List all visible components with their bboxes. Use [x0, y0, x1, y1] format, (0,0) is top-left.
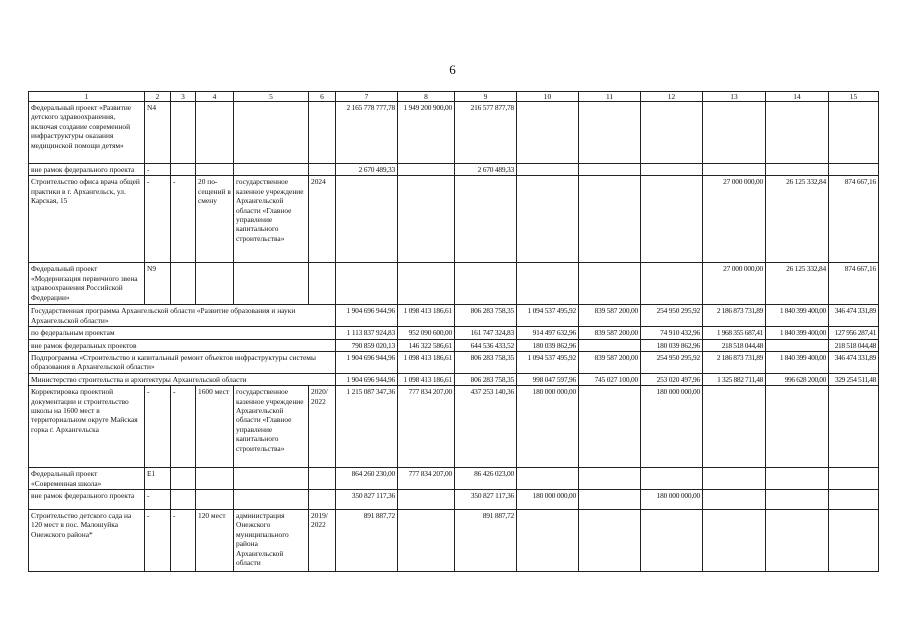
table-cell: -: [145, 490, 171, 510]
table-cell: [766, 510, 829, 572]
table-cell: 2 186 873 731,89: [703, 305, 766, 327]
table-cell: [309, 490, 336, 510]
table-cell: 2024: [309, 176, 336, 263]
table-cell: 127 956 287,41: [829, 327, 879, 339]
table-cell: 790 859 020,13: [336, 339, 398, 351]
table-cell: [579, 490, 641, 510]
table-cell: 26 125 332,84: [766, 263, 829, 305]
table-cell: 806 283 758,35: [455, 305, 517, 327]
table-cell: 86 426 023,00: [455, 468, 517, 490]
table-cell: 996 628 200,00: [766, 373, 829, 385]
table-cell: 952 090 600,00: [398, 327, 455, 339]
table-cell: вне рамок федерального проекта: [29, 490, 145, 510]
table-cell: 2 186 873 731,89: [703, 352, 766, 374]
table-cell: [336, 176, 398, 263]
table-cell: 329 254 511,48: [829, 373, 879, 385]
column-header: 13: [703, 92, 766, 102]
table-cell: 745 027 100,00: [579, 373, 641, 385]
table-cell: 180 000 000,00: [517, 490, 579, 510]
table-cell: [196, 263, 234, 305]
table-row: [29, 386, 879, 468]
table-cell: 218 518 044,48: [829, 339, 879, 351]
table-cell: 346 474 331,89: [829, 352, 879, 374]
table-cell: 437 253 140,36: [455, 386, 517, 468]
table-row: [29, 164, 879, 176]
table-cell: 346 474 331,89: [829, 305, 879, 327]
table-cell: Федеральный проект «Модернизация первичного звена здравоохранения Российской Федерации»: [29, 263, 145, 305]
table-cell: Подпрограмма «Строительство и капитальный ремонт объектов инфраструктуры системы образования в Архангельской области»: [29, 352, 336, 374]
table-cell: государственное казенное учреждение Архангельской области «Главное управление капитального строительства»: [234, 176, 309, 263]
table-row: [29, 102, 879, 164]
column-header: 9: [455, 92, 517, 102]
table-cell: -: [145, 164, 171, 176]
table-cell: Строительство детского сада на 120 мест в пос. Малошуйка Онежского района*: [29, 510, 145, 572]
table-cell: [517, 176, 579, 263]
table-cell: 1 113 837 924,83: [336, 327, 398, 339]
table-cell: 26 125 332,84: [766, 176, 829, 263]
table-cell: [829, 386, 879, 468]
header-row: [29, 92, 879, 102]
table-row: [29, 352, 879, 374]
table-cell: 914 497 632,96: [517, 327, 579, 339]
table-cell: [766, 102, 829, 164]
table-cell: N4: [145, 102, 171, 164]
table-cell: 2 670 489,33: [336, 164, 398, 176]
table-cell: [641, 164, 703, 176]
column-header: 3: [171, 92, 196, 102]
table-cell: [171, 263, 196, 305]
table-cell: [641, 510, 703, 572]
column-header: 5: [234, 92, 309, 102]
table-cell: [641, 263, 703, 305]
column-header: 1: [29, 92, 145, 102]
table-cell: -: [171, 386, 196, 468]
table-cell: по федеральным проектам: [29, 327, 336, 339]
table-cell: 1 094 537 495,92: [517, 305, 579, 327]
table-cell: 644 536 433,52: [455, 339, 517, 351]
table-cell: 2019/ 2022: [309, 510, 336, 572]
column-header: 12: [641, 92, 703, 102]
table-cell: 180 000 000,00: [641, 386, 703, 468]
table-cell: [234, 468, 309, 490]
table-cell: Федеральный проект «Развитие детского здравоохранения, включая создание современной инфраструктуры оказания медицинской помощи детям»: [29, 102, 145, 164]
table-cell: [641, 102, 703, 164]
table-cell: 161 747 324,83: [455, 327, 517, 339]
column-header: 10: [517, 92, 579, 102]
table-cell: [517, 164, 579, 176]
table-cell: [766, 339, 829, 351]
table-cell: [579, 263, 641, 305]
table-cell: [336, 263, 398, 305]
table-cell: 777 834 207,00: [398, 386, 455, 468]
table-cell: [641, 468, 703, 490]
table-cell: [579, 176, 641, 263]
table-cell: [766, 468, 829, 490]
table-cell: 1 840 399 400,00: [766, 305, 829, 327]
table-cell: [196, 164, 234, 176]
table-row: [29, 305, 879, 327]
table-cell: [703, 510, 766, 572]
table-cell: администрация Онежского муниципального района Архангельской области: [234, 510, 309, 572]
column-header: 4: [196, 92, 234, 102]
table-cell: Министерство строительства и архитектуры Архангельской области: [29, 373, 336, 385]
table-cell: [579, 468, 641, 490]
table-cell: вне рамок федерального проекта: [29, 164, 145, 176]
table-cell: [309, 164, 336, 176]
table-cell: [171, 164, 196, 176]
table-cell: 350 827 117,36: [455, 490, 517, 510]
table-cell: 1 904 696 944,96: [336, 305, 398, 327]
table-cell: [579, 102, 641, 164]
table-cell: [579, 510, 641, 572]
table-row: [29, 373, 879, 385]
table-cell: [171, 468, 196, 490]
table-cell: 1 098 413 186,61: [398, 352, 455, 374]
table-cell: Государственная программа Архангельской области «Развитие образования и науки Архангельской области»: [29, 305, 336, 327]
table-cell: 864 260 230,00: [336, 468, 398, 490]
page-number: 6: [449, 62, 456, 77]
table-cell: 1 904 696 944,96: [336, 352, 398, 374]
table-cell: 998 047 597,96: [517, 373, 579, 385]
table-cell: [766, 490, 829, 510]
table-cell: [171, 102, 196, 164]
table-cell: 839 587 200,00: [579, 305, 641, 327]
table-cell: -: [171, 510, 196, 572]
table-cell: 120 мест: [196, 510, 234, 572]
table-cell: [829, 490, 879, 510]
table-cell: [234, 164, 309, 176]
table-cell: 180 000 000,00: [641, 490, 703, 510]
table-cell: 2 165 778 777,78: [336, 102, 398, 164]
table-cell: 1 325 882 711,48: [703, 373, 766, 385]
table-cell: [829, 102, 879, 164]
table-cell: [766, 386, 829, 468]
table-cell: 1 840 399 400,00: [766, 327, 829, 339]
table-cell: [455, 176, 517, 263]
table-cell: [196, 102, 234, 164]
table-cell: 1 949 200 900,00: [398, 102, 455, 164]
table-cell: [398, 510, 455, 572]
table-cell: 891 887,72: [336, 510, 398, 572]
table-cell: 1 904 696 944,96: [336, 373, 398, 385]
column-header: 8: [398, 92, 455, 102]
table-cell: [829, 164, 879, 176]
table-cell: 839 587 200,00: [579, 352, 641, 374]
table-cell: [829, 510, 879, 572]
table-cell: 891 887,72: [455, 510, 517, 572]
table-cell: [309, 468, 336, 490]
table-cell: 216 577 877,78: [455, 102, 517, 164]
table-cell: [703, 490, 766, 510]
table-cell: [398, 490, 455, 510]
table-cell: 254 950 295,92: [641, 352, 703, 374]
table-row: [29, 510, 879, 572]
table-row: [29, 339, 879, 351]
table-cell: государственное казенное учреждение Архангельской области «Главное управление капитального строительства»: [234, 386, 309, 468]
column-header: 7: [336, 92, 398, 102]
table-cell: 1600 мест: [196, 386, 234, 468]
column-header: 2: [145, 92, 171, 102]
table-cell: 1 968 355 687,41: [703, 327, 766, 339]
table-cell: [196, 468, 234, 490]
table-cell: [703, 386, 766, 468]
table-cell: [196, 490, 234, 510]
table-cell: [579, 164, 641, 176]
table-cell: -: [145, 386, 171, 468]
table-cell: 1 094 537 495,92: [517, 352, 579, 374]
table-cell: 27 000 000,00: [703, 263, 766, 305]
table-cell: 2 670 489,33: [455, 164, 517, 176]
table-cell: Строительство офиса врача общей практики в г. Архангельск, ул. Карская, 15: [29, 176, 145, 263]
table-cell: -: [145, 176, 171, 263]
table-cell: 27 000 000,00: [703, 176, 766, 263]
table-cell: [579, 339, 641, 351]
table-cell: [641, 176, 703, 263]
table-cell: 806 283 758,35: [455, 352, 517, 374]
table-cell: 20 по-сещений в смену: [196, 176, 234, 263]
table-cell: 350 827 117,36: [336, 490, 398, 510]
table-row: [29, 490, 879, 510]
column-header: 14: [766, 92, 829, 102]
table-cell: [766, 164, 829, 176]
table-cell: 180 000 000,00: [517, 386, 579, 468]
table-cell: 874 667,16: [829, 263, 879, 305]
table-cell: [455, 263, 517, 305]
table-cell: 777 834 207,00: [398, 468, 455, 490]
table-cell: [398, 263, 455, 305]
table-cell: -: [171, 176, 196, 263]
table-cell: [703, 164, 766, 176]
table-cell: 839 587 200,00: [579, 327, 641, 339]
table-cell: [703, 102, 766, 164]
table-cell: -: [145, 510, 171, 572]
table-cell: [309, 263, 336, 305]
table-cell: 146 322 586,61: [398, 339, 455, 351]
table-cell: [517, 102, 579, 164]
table-cell: 1 098 413 186,61: [398, 373, 455, 385]
table-cell: Корректировка проектной документации и строительство школы на 1600 мест в территориальном округе Майская горка г. Архангельска: [29, 386, 145, 468]
table-row: [29, 468, 879, 490]
table-cell: E1: [145, 468, 171, 490]
table-cell: [579, 386, 641, 468]
table-cell: [234, 263, 309, 305]
budget-table: [28, 91, 879, 572]
table-cell: вне рамок федеральных проектов: [29, 339, 336, 351]
table-cell: Федеральный проект «Современная школа»: [29, 468, 145, 490]
table-cell: [517, 510, 579, 572]
column-header: 11: [579, 92, 641, 102]
column-header: 15: [829, 92, 879, 102]
table-cell: [171, 490, 196, 510]
table-cell: [398, 176, 455, 263]
table-cell: [398, 164, 455, 176]
table-cell: 74 910 432,96: [641, 327, 703, 339]
table-cell: 254 950 295,92: [641, 305, 703, 327]
table-cell: [517, 468, 579, 490]
table-cell: 253 020 497,96: [641, 373, 703, 385]
table-cell: [234, 102, 309, 164]
table-row: [29, 263, 879, 305]
table-cell: 1 215 087 347,36: [336, 386, 398, 468]
column-header: 6: [309, 92, 336, 102]
table-row: [29, 327, 879, 339]
table-cell: [703, 468, 766, 490]
table-cell: [309, 102, 336, 164]
table-row: [29, 176, 879, 263]
table-cell: 806 283 758,35: [455, 373, 517, 385]
table-cell: 218 518 044,48: [703, 339, 766, 351]
table-cell: 1 098 413 186,61: [398, 305, 455, 327]
table-cell: 874 667,16: [829, 176, 879, 263]
table-cell: 180 039 862,96: [641, 339, 703, 351]
table-cell: [829, 468, 879, 490]
table-cell: [517, 263, 579, 305]
table-cell: N9: [145, 263, 171, 305]
table-cell: 1 840 399 400,00: [766, 352, 829, 374]
table-cell: 2020/ 2022: [309, 386, 336, 468]
table-cell: 180 039 862,96: [517, 339, 579, 351]
table-cell: [234, 490, 309, 510]
